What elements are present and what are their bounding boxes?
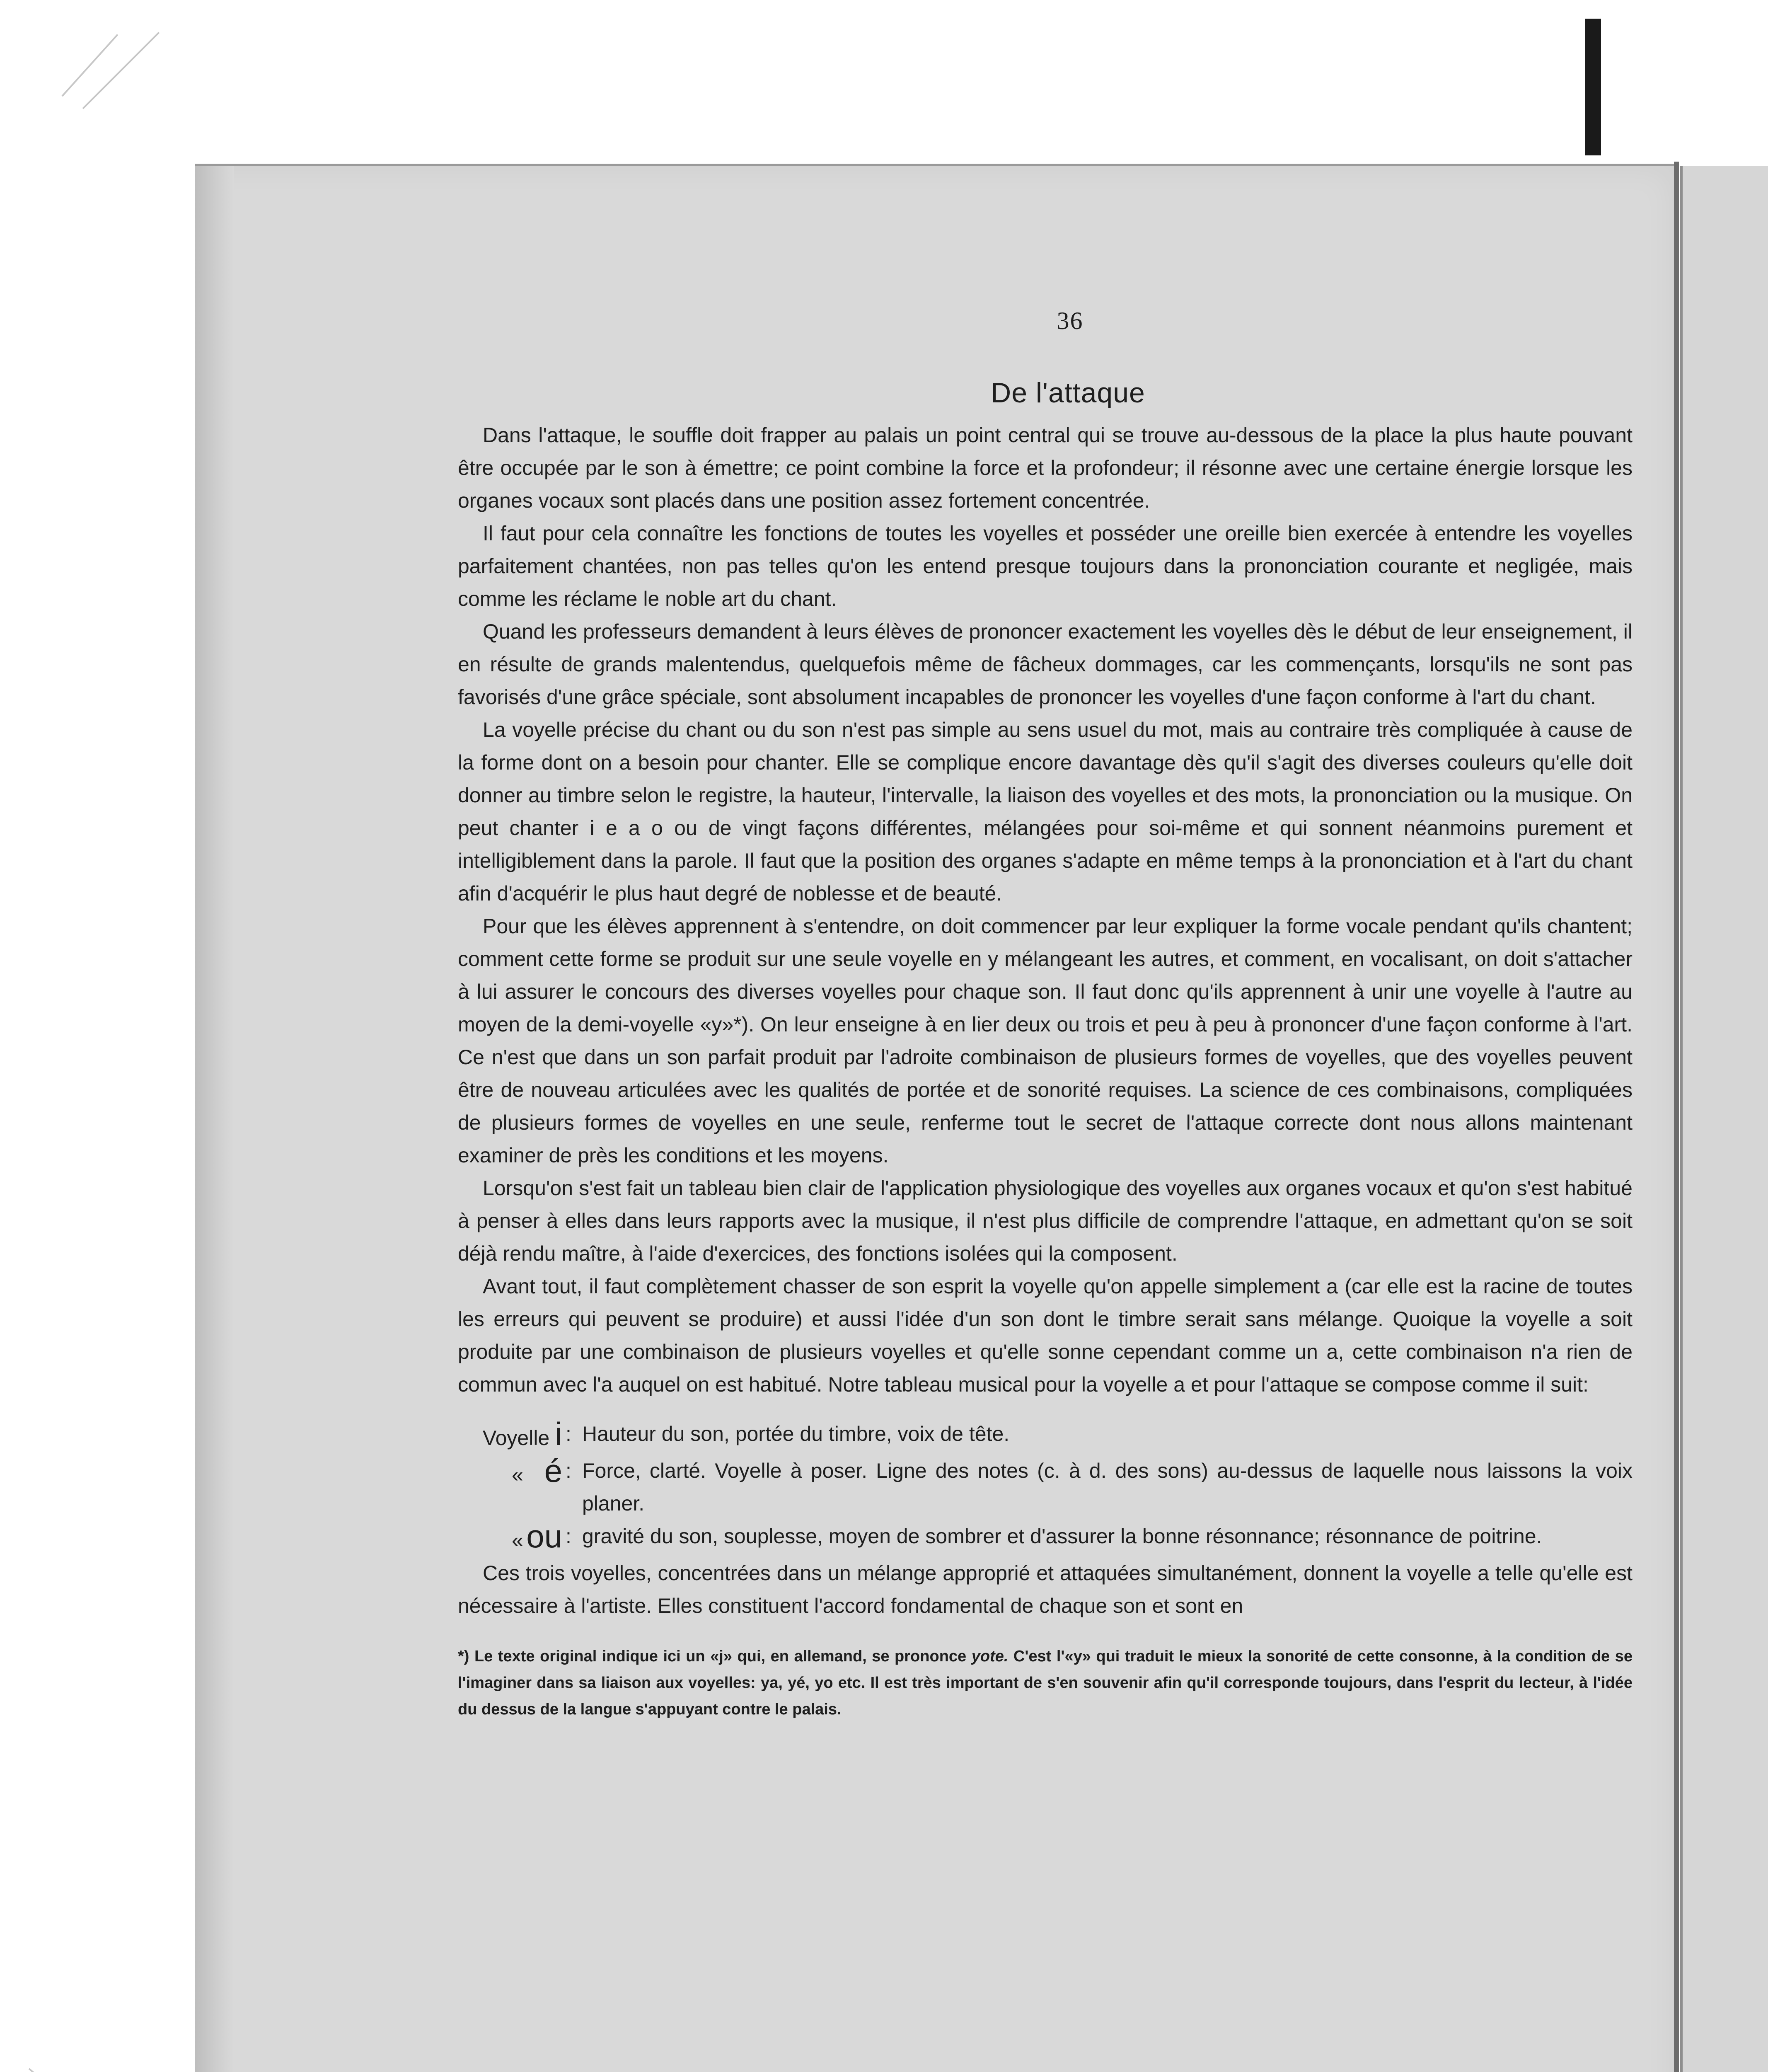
vowel-description: Hauteur du son, portée du timbre, voix de tête. bbox=[582, 1422, 1010, 1445]
colon: : bbox=[566, 1525, 571, 1548]
vowel-row bbox=[458, 1418, 1633, 1455]
paragraph: Pour que les élèves apprennent à s'entendre, on doit commencer par leur expliquer la forme vocale pendant qu'ils chantent; comment cette forme se produit sur une seule voyelle en y mélangeant les autres, et comment, en vocalisant, on doit s'attacher à lui assurer le concours des diverses voyelles pour chaque son. Il faut donc qu'ils apprennent à unir une voyelle à l'autre au moyen de la demi-voyelle «y»*). On leur enseigne à en lier deux ou trois et peu à peu à prononcer d'une façon conforme à l'art. Ce n'est que dans un son parfait produit par l'adroite combinaison de plusieurs formes de voyelles, que des voyelles peuvent être de nouveau articulées avec les qualités de portée et de sonorité requises. La science de ces combinaisons, compliquées de plusieurs formes de voyelles en une seule, renferme tout le secret de l'attaque correcte dont nous allons maintenant examiner de près les conditions et les moyens. bbox=[458, 915, 1633, 1167]
footnote-text: C'est l'«y» qui traduit le mieux la sonorité de cette consonne, à la condition de se l'imaginer dans sa liaison aux voyelles: ya, yé, yo etc. Il est très important de s'en souvenir afin qu'il corresponde toujours, dans l'esprit du lecteur, à l'idée du dessus de la langue s'appuyant contre le palais. bbox=[458, 1648, 1633, 1718]
vowel-prefix: Voyelle bbox=[483, 1426, 550, 1450]
adjacent-page bbox=[1680, 166, 1768, 2072]
colon: : bbox=[566, 1422, 571, 1445]
vowel-row bbox=[458, 1520, 1633, 1557]
vowel-letter: ou bbox=[526, 1518, 562, 1554]
vowel-letter: é bbox=[544, 1452, 562, 1489]
chapter-heading: De l'attaque bbox=[991, 377, 1145, 409]
paragraph: La voyelle précise du chant ou du son n'est pas simple au sens usuel du mot, mais au contraire très compliquée à cause de la forme dont on a besoin pour chanter. Elle se complique encore davantage dès qu'il s'agit des diverses couleurs qu'elle doit donner au timbre selon le registre, la hauteur, l'intervalle, la liaison des voyelles et des mots, la prononciation ou la musique. On peut chanter i e a o ou de vingt façons différentes, mélangées pour soi-même et qui sonnent néanmoins purement et intelligiblement dans la parole. Il faut que la position des organes s'adapte en même temps à la prononciation et à l'art du chant afin d'acquérir le plus haut degré de noblesse et de beauté. bbox=[458, 718, 1633, 905]
paragraph: Quand les professeurs demandent à leurs élèves de prononcer exactement les voyelles dès le début de leur enseignement, il en résulte de grands malentendus, quelquefois même de fâcheux dommages, car les commençants, lorsqu'ils ne sont pas favorisés d'une grâce spéciale, sont absolument incapables de prononcer les voyelles d'une façon conforme à l'art du chant. bbox=[458, 620, 1633, 709]
paragraph: Il faut pour cela connaître les fonctions de toutes les voyelles et posséder une oreille bien exercée à entendre les voyelles parfaitement chantées, non pas telles qu'on les entend presque toujours dans la prononciation courante et negligée, mais comme les réclame le noble art du chant. bbox=[458, 522, 1633, 610]
paragraph: Avant tout, il faut complètement chasser de son esprit la voyelle qu'on appelle simplement a (car elle est la racine de toutes les erreurs qui peuvent se produire) et aussi l'idée d'un son dont le timbre serait sans mélange. Quoique la voyelle a soit produite par une combinaison de plusieurs voyelles et qu'elle sonne cependant comme un a, cette combinaison n'a rien de commun avec l'a auquel on est habitué. Notre tableau musical pour la voyelle a et pour l'attaque se compose comme il suit: bbox=[458, 1275, 1633, 1396]
footnote-italic: yote. bbox=[971, 1648, 1009, 1665]
page-binding-shadow bbox=[195, 166, 234, 2072]
page-edge-shadow bbox=[1674, 162, 1679, 2072]
vowel-table bbox=[458, 1418, 1633, 1557]
closing-paragraph: Ces trois voyelles, concentrées dans un mélange approprié et attaquées simultanément, donnent la voyelle a telle qu'elle est nécessaire à l'artiste. Elles constituent l'accord fondamental de chaque son et sont en bbox=[458, 1561, 1633, 1617]
colon: : bbox=[566, 1459, 571, 1482]
footnote-text: *) Le texte original indique ici un «j» qui, en allemand, se prononce bbox=[458, 1648, 972, 1665]
paragraph: Dans l'attaque, le souffle doit frapper au palais un point central qui se trouve au-dessous de la place la plus haute pouvant être occupée par le son à émettre; ce point combine la force et la profondeur; il résonne avec une certaine énergie lorsque les organes vocaux sont placés dans une position assez fortement concentrée. bbox=[458, 424, 1633, 512]
paragraph: Lorsqu'on s'est fait un tableau bien clair de l'application physiologique des voyelles aux organes vocaux et qu'on s'est habitué à penser à elles dans leurs rapports avec la musique, il n'est plus difficile de comprendre l'attaque, en admettant qu'on se soit déjà rendu maître, à l'aide d'exercices, des fonctions isolées qui la composent. bbox=[458, 1176, 1633, 1265]
page-content bbox=[458, 307, 1633, 1723]
vowel-prefix: « bbox=[512, 1463, 523, 1486]
page-number: 36 bbox=[1057, 307, 1084, 334]
scan-streak bbox=[62, 34, 119, 97]
vowel-letter: i bbox=[555, 1416, 562, 1452]
scan-streak bbox=[29, 2068, 131, 2072]
footnote bbox=[458, 1643, 1633, 1723]
vowel-row bbox=[458, 1452, 1633, 1520]
vowel-prefix: « bbox=[512, 1529, 523, 1552]
scan-streak bbox=[82, 32, 160, 109]
vowel-description: gravité du son, souplesse, moyen de sombrer et d'assurer la bonne résonnance; résonnance de poitrine. bbox=[582, 1525, 1542, 1548]
scanner-edge-bar bbox=[1585, 19, 1601, 155]
vowel-description: Force, clarté. Voyelle à poser. Ligne des notes (c. à d. des sons) au-dessus de laquelle nous laissons la voix planer. bbox=[582, 1459, 1633, 1515]
